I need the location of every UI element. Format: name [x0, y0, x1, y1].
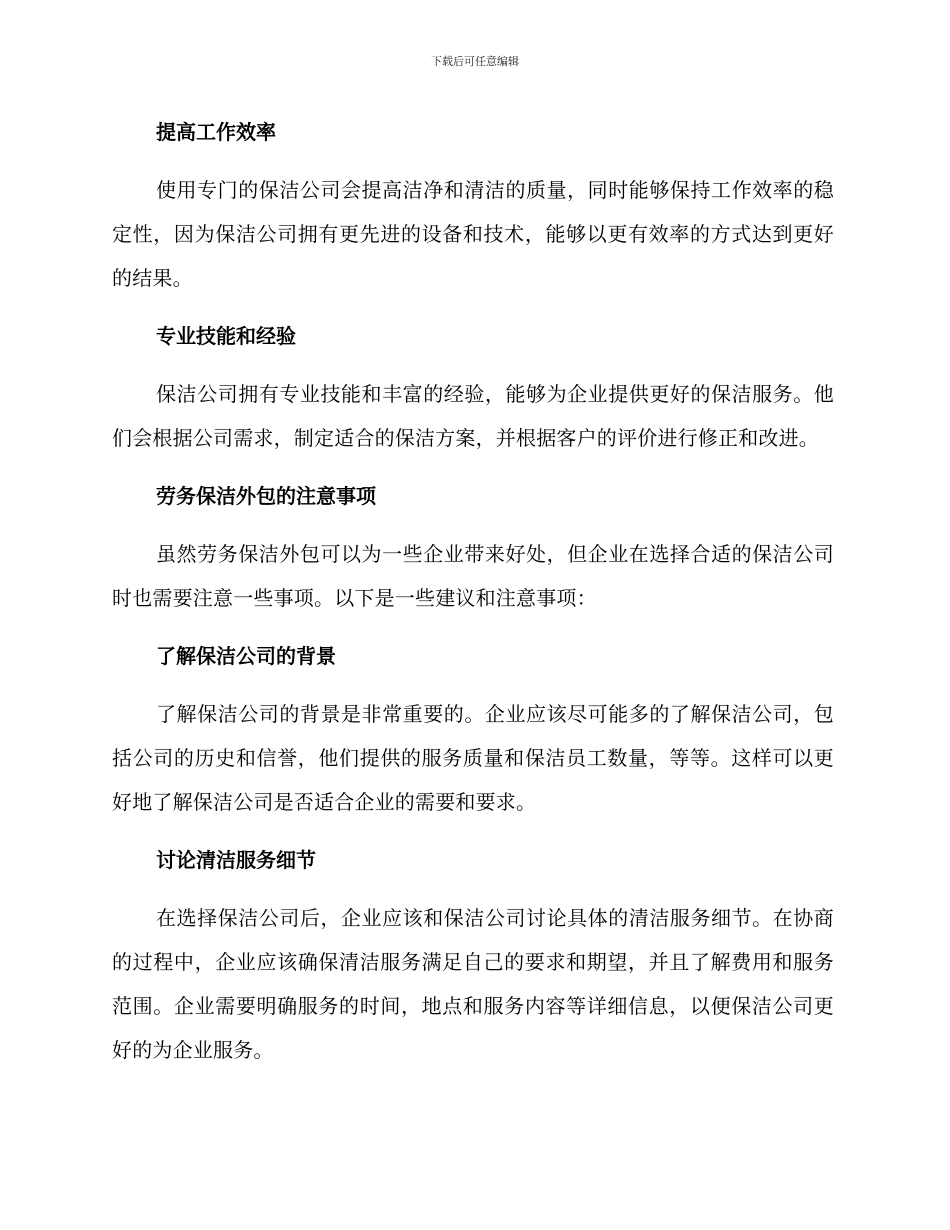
- section-paragraph-service-details: 在选择保洁公司后，企业应该和保洁公司讨论具体的清洁服务细节。在协商的过程中，企业应该确保清洁服务满足自己的要求和期望，并且了解费用和服务范围。企业需要明确服务的时间，地点和服务内容等详细信息，以便保洁公司更好的为企业服务。: [112, 906, 834, 1062]
- section-heading-expertise: 专业技能和经验: [156, 324, 296, 348]
- page-header-note: 下载后可任意编辑: [431, 55, 519, 68]
- section-paragraph-efficiency: 使用专门的保洁公司会提高洁净和清洁的质量，同时能够保持工作效率的稳定性，因为保洁公司拥有更先进的设备和技术，能够以更有效率的方式达到更好的结果。: [112, 178, 834, 290]
- section-paragraph-background: 了解保洁公司的背景是非常重要的。企业应该尽可能多的了解保洁公司，包括公司的历史和信誉，他们提供的服务质量和保洁员工数量，等等。这样可以更好地了解保洁公司是否适合企业的需要和要求。: [112, 702, 834, 814]
- section-heading-service-details: 讨论清洁服务细节: [156, 848, 316, 872]
- section-paragraph-precautions: 虽然劳务保洁外包可以为一些企业带来好处，但企业在选择合适的保洁公司时也需要注意一些事项。以下是一些建议和注意事项：: [112, 542, 834, 610]
- document-body: [112, 110, 834, 1086]
- section-heading-efficiency: 提高工作效率: [156, 120, 276, 144]
- section-heading-precautions: 劳务保洁外包的注意事项: [156, 484, 376, 508]
- section-paragraph-expertise: 保洁公司拥有专业技能和丰富的经验，能够为企业提供更好的保洁服务。他们会根据公司需求，制定适合的保洁方案，并根据客户的评价进行修正和改进。: [112, 382, 834, 450]
- section-heading-background: 了解保洁公司的背景: [156, 644, 336, 668]
